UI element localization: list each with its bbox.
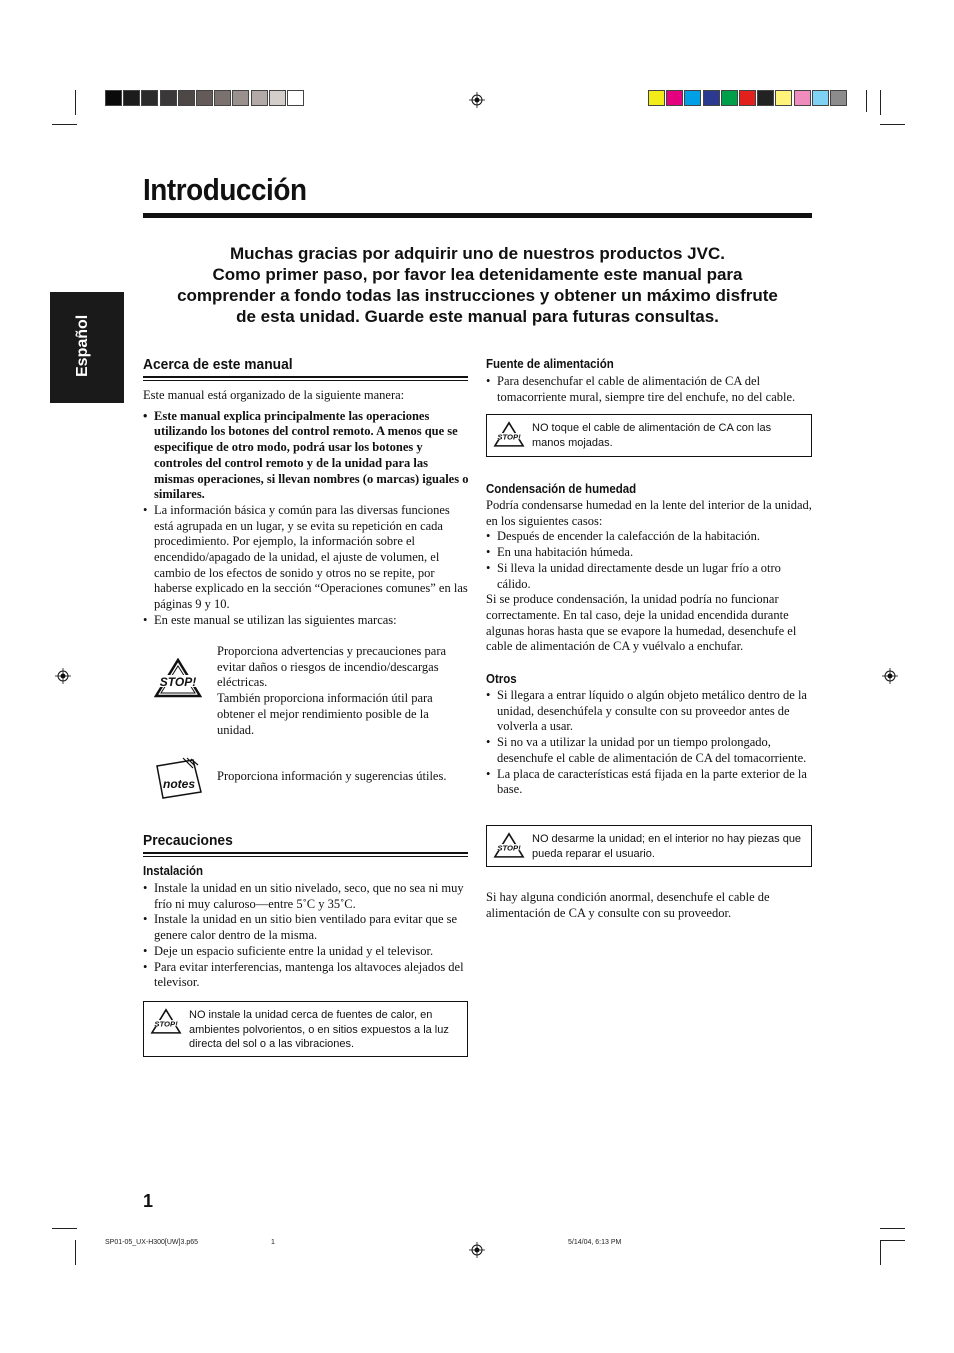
crop-mark	[880, 124, 905, 125]
condensation-item: • En una habitación húmeda.	[486, 545, 814, 561]
stop-icon	[153, 658, 203, 700]
installation-item: • Para evitar interferencias, mantenga los altavoces alejados del televisor.	[143, 960, 468, 991]
color-swatch	[287, 90, 304, 106]
power-heading: Fuente de alimentación	[486, 357, 614, 371]
section-rule	[143, 380, 468, 381]
crop-mark	[75, 1240, 76, 1265]
installation-list	[143, 881, 468, 991]
crop-mark	[880, 1228, 905, 1229]
color-swatch	[721, 90, 738, 106]
power-warning-box	[486, 414, 812, 457]
about-bold-item: • Este manual explica principalmente las operaciones utilizando los botones del control remoto. A menos que se especifique de otro modo, podrá usar los botones y controles del control remoto y de la unidad para las mismas operaciones, si llevan nombres (o marcas) iguales o similares.	[143, 409, 471, 503]
footer-page: 1	[271, 1239, 275, 1246]
condensation-item: • Si lleva la unidad directamente desde un lugar frío a otro cálido.	[486, 561, 814, 592]
installation-warning-text: NO instale la unidad cerca de fuentes de calor, en ambientes polvorientos, o en sitios expuestos a la luz directa del sol o a las vibraciones.	[189, 1009, 449, 1050]
color-swatch	[648, 90, 665, 106]
intro-paragraph	[143, 243, 812, 327]
notes-mark-description: Proporciona información y sugerencias útiles.	[217, 769, 447, 783]
color-swatch	[830, 90, 847, 106]
about-intro: Este manual está organizado de la siguiente manera:	[143, 388, 405, 402]
color-swatch	[123, 90, 140, 106]
stop-icon-label: STOP!	[497, 432, 521, 442]
intro-line: comprender a fondo todas las instrucciones y obtener un máximo disfrute	[177, 286, 778, 305]
crop-mark	[52, 124, 77, 125]
footer-filename: SP01-05_UX-H300[UW]3.p65	[105, 1239, 198, 1246]
color-swatch	[251, 90, 268, 106]
color-swatch	[666, 90, 683, 106]
crop-mark	[866, 90, 867, 112]
others-list	[486, 688, 814, 798]
language-tab	[50, 292, 124, 403]
crop-mark	[880, 1240, 881, 1265]
about-body	[143, 388, 471, 629]
section-rule	[143, 856, 468, 857]
notes-icon	[153, 756, 209, 802]
condensation-body	[486, 498, 814, 655]
stop-desc-2: También proporciona información útil para obtener el mejor rendimiento posible de la unidad.	[217, 691, 433, 737]
title-rule	[143, 213, 812, 218]
crop-mark	[52, 1228, 77, 1229]
condensation-intro: Podría condensarse humedad en la lente del interior de la unidad, en los siguientes casos:	[486, 498, 812, 528]
crop-mark	[75, 90, 76, 115]
crop-mark	[880, 1240, 905, 1241]
color-swatch	[160, 90, 177, 106]
color-swatch	[812, 90, 829, 106]
condensation-item: • Después de encender la calefacción de la habitación.	[486, 529, 814, 545]
stop-icon	[493, 832, 525, 860]
power-list	[486, 374, 814, 405]
condensation-outro: Si se produce condensación, la unidad podría no funcionar correctamente. En tal caso, deje la unidad encendida durante algunas horas hasta que se evapore la humedad, desenchufe el cable de alimentación de CA y vuélvalo a enchufar.	[486, 592, 797, 654]
registration-mark-icon	[469, 92, 485, 108]
color-swatch	[105, 90, 122, 106]
color-swatch	[141, 90, 158, 106]
others-warning-box	[486, 825, 812, 867]
page-title: Introducción	[143, 172, 307, 207]
others-item: • Si llegara a entrar líquido o algún objeto metálico dentro de la unidad, desenchúfela y consulte con su proveedor antes de volverla a usar.	[486, 688, 814, 735]
stop-icon-label: STOP!	[159, 675, 197, 689]
installation-item: • Instale la unidad en un sitio bien ventilado para evitar que se genere calor dentro de la misma.	[143, 912, 468, 943]
power-item: • Para desenchufar el cable de alimentación de CA del tomacorriente mural, siempre tire del enchufe, no del cable.	[486, 374, 814, 405]
color-swatch	[269, 90, 286, 106]
crop-mark	[880, 90, 881, 115]
stop-icon	[150, 1008, 182, 1036]
about-item: • La información básica y común para las diversas funciones está agrupada en un lugar, y se evita su repetición en cada procedimiento. Por ejemplo, la información sobre el encendido/apagado de la unidad, el ajuste de volumen, el cambio de los efectos de sonido y otros no se repite, por haberse explicado en la sección “Operaciones comunes” en las páginas 9 y 10.	[143, 503, 471, 613]
intro-line: Como primer paso, por favor lea detenidamente este manual para	[212, 265, 743, 284]
stop-mark-description	[217, 644, 467, 738]
installation-item: • Instale la unidad en un sitio nivelado, seco, que no sea ni muy frío ni muy caluroso—entre 5˚C y 35˚C.	[143, 881, 468, 912]
color-swatch	[232, 90, 249, 106]
color-swatch	[757, 90, 774, 106]
installation-heading: Instalación	[143, 864, 204, 878]
color-swatch	[703, 90, 720, 106]
color-swatch	[684, 90, 701, 106]
stop-icon-label: STOP!	[497, 843, 521, 853]
others-warning-text: NO desarme la unidad; en el interior no hay piezas que pueda reparar el usuario.	[532, 833, 802, 860]
language-tab-label: Español	[74, 314, 91, 377]
stop-desc: Proporciona advertencias y precauciones para evitar daños o riesgos de incendio/descargas eléctricas.	[217, 644, 447, 690]
footer-date: 5/14/04, 6:13 PM	[568, 1239, 622, 1246]
stop-icon	[493, 421, 525, 449]
about-item: • En este manual se utilizan las siguientes marcas:	[143, 613, 471, 629]
about-heading: Acerca de este manual	[143, 356, 293, 373]
others-item: • Si no va a utilizar la unidad por un tiempo prolongado, desenchufe el cable de alimentación de CA del tomacorriente.	[486, 735, 814, 766]
color-swatch	[196, 90, 213, 106]
registration-mark-icon	[55, 668, 71, 684]
intro-line: de esta unidad. Guarde este manual para futuras consultas.	[236, 307, 719, 326]
color-swatch	[775, 90, 792, 106]
color-swatch	[739, 90, 756, 106]
page-number: 1	[143, 1191, 154, 1211]
installation-warning-box	[143, 1001, 468, 1057]
color-swatch	[794, 90, 811, 106]
power-warning-text: NO toque el cable de alimentación de CA con las manos mojadas.	[532, 422, 772, 449]
others-heading: Otros	[486, 672, 517, 686]
closing-paragraph: Si hay alguna condición anormal, desenchufe el cable de alimentación de CA y consulte con su proveedor.	[486, 890, 770, 920]
section-rule	[143, 376, 468, 378]
registration-mark-icon	[882, 668, 898, 684]
precautions-heading: Precauciones	[143, 832, 233, 849]
color-swatch	[214, 90, 231, 106]
stop-icon-label: STOP!	[154, 1019, 178, 1029]
condensation-heading: Condensación de humedad	[486, 482, 637, 496]
others-item: • La placa de características está fijada en la parte exterior de la base.	[486, 767, 814, 798]
intro-line: Muchas gracias por adquirir uno de nuestros productos JVC.	[230, 244, 725, 263]
section-rule	[143, 852, 468, 854]
notes-icon-label: notes	[162, 777, 196, 791]
registration-mark-icon	[469, 1242, 485, 1258]
color-swatch	[178, 90, 195, 106]
installation-item: • Deje un espacio suficiente entre la unidad y el televisor.	[143, 944, 468, 960]
